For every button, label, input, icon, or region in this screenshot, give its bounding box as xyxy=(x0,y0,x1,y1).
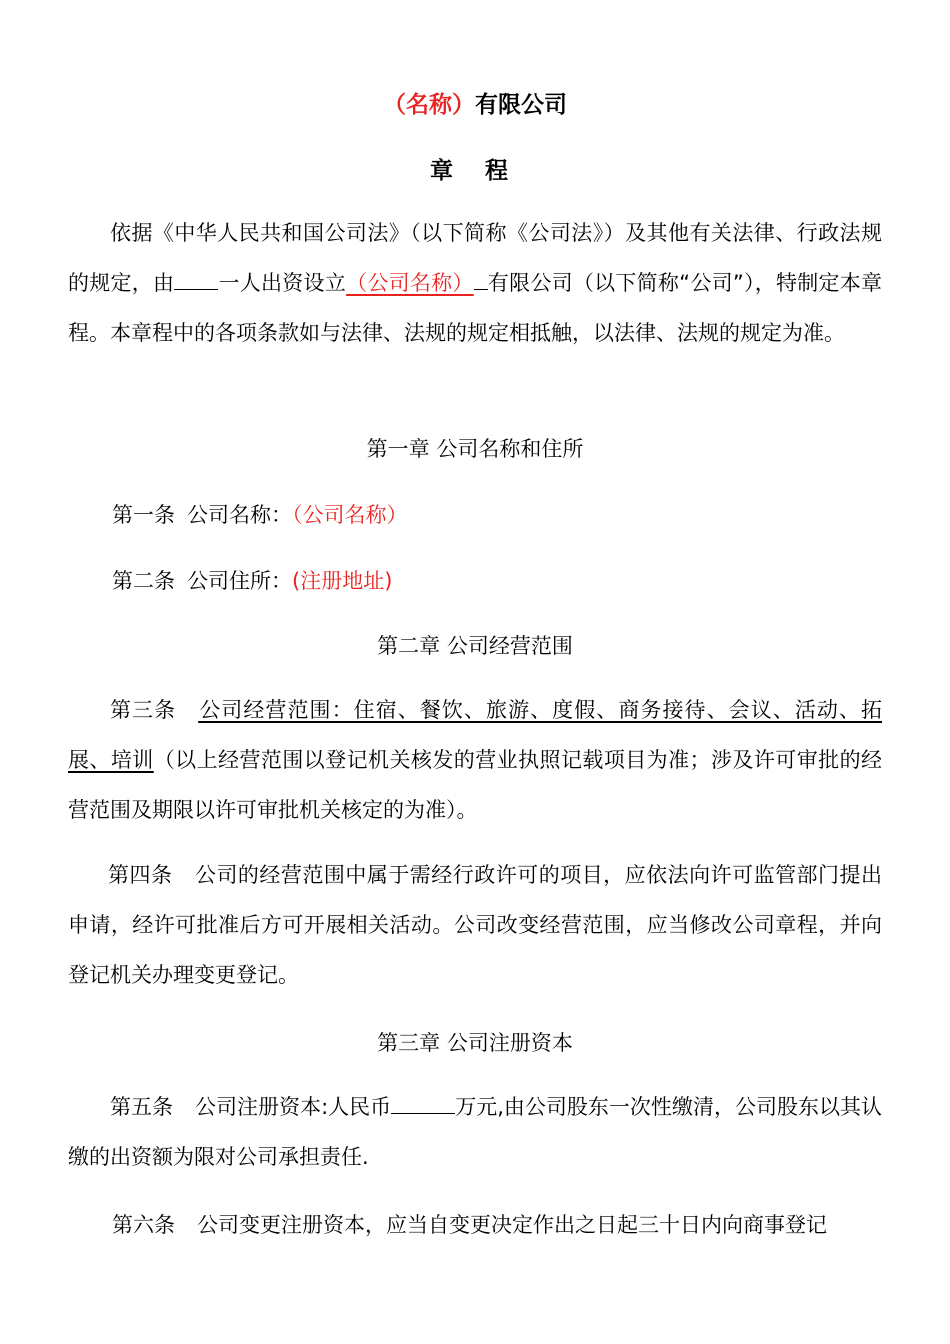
intro-text-1: 依据《中华人民共和国公司法》（以下简称《公司法》）及其他有关法律、行政法规的规定，由 xyxy=(68,221,882,295)
article-1 xyxy=(112,499,408,529)
intro-company-placeholder: （公司名称） xyxy=(346,271,474,295)
article-6-label: 第六条 xyxy=(112,1213,175,1237)
article-1-company-name: （公司名称） xyxy=(292,503,408,527)
article-1-text: 公司名称： xyxy=(187,503,292,527)
article-4 xyxy=(68,850,882,1000)
article-2-label: 第二条 xyxy=(112,569,175,593)
intro-text-3: 有限公司（以下简称“公司”），特制定本章程。本章程中的各项条款如与法律、法规的规定相抵触，以法律、法规的规定为准。 xyxy=(68,271,883,345)
intro-paragraph xyxy=(68,208,882,358)
article-5-text-1: 公司注册资本:人民币 xyxy=(195,1095,392,1119)
title-name-placeholder: （名称） xyxy=(383,92,475,118)
article-4-label: 第四条 xyxy=(108,863,173,887)
chapter-3-heading: 第三章 公司注册资本 xyxy=(377,1031,573,1055)
article-6-text: 公司变更注册资本，应当自变更决定作出之日起三十日内向商事登记 xyxy=(197,1213,827,1237)
article-3-note: （以上经营范围以登记机关核发的营业执照记载项目为准；涉及许可审批的经营范围及期限以许可审批机关核定的为准）。 xyxy=(68,748,883,822)
investor-blank xyxy=(174,269,218,290)
article-5-text-2: 万元,由公司股东一次性缴清，公司股东以其认缴的出资额为限对公司承担责任. xyxy=(68,1095,883,1169)
article-1-label: 第一条 xyxy=(112,503,175,527)
title-suffix: 有限公司 xyxy=(475,92,567,118)
document-title xyxy=(0,86,950,119)
chapter-2-heading: 第二章 公司经营范围 xyxy=(377,634,573,658)
article-2 xyxy=(112,565,392,595)
article-5-label: 第五条 xyxy=(110,1095,174,1119)
company-blank-tail xyxy=(474,269,488,290)
article-2-address: (注册地址) xyxy=(292,569,393,593)
article-6 xyxy=(112,1209,827,1239)
article-3-scope: 公司经营范围：住宿、餐饮、旅游、度假、商务接待、会议、活动、拓展、培训 xyxy=(68,698,883,772)
article-3-label: 第三条 xyxy=(110,698,177,722)
article-2-text: 公司住所： xyxy=(187,569,292,593)
intro-text-2: 一人出资设立 xyxy=(218,271,347,295)
article-5 xyxy=(68,1082,882,1182)
capital-amount-blank xyxy=(391,1093,455,1114)
article-3 xyxy=(68,685,882,835)
article-4-text: 公司的经营范围中属于需经行政许可的项目，应依法向许可监管部门提出申请，经许可批准后方可开展相关活动。公司改变经营范围，应当修改公司章程，并向登记机关办理变更登记。 xyxy=(68,863,883,987)
chapter-1-heading: 第一章 公司名称和住所 xyxy=(366,437,584,461)
document-subtitle: 章 程 xyxy=(429,158,520,184)
